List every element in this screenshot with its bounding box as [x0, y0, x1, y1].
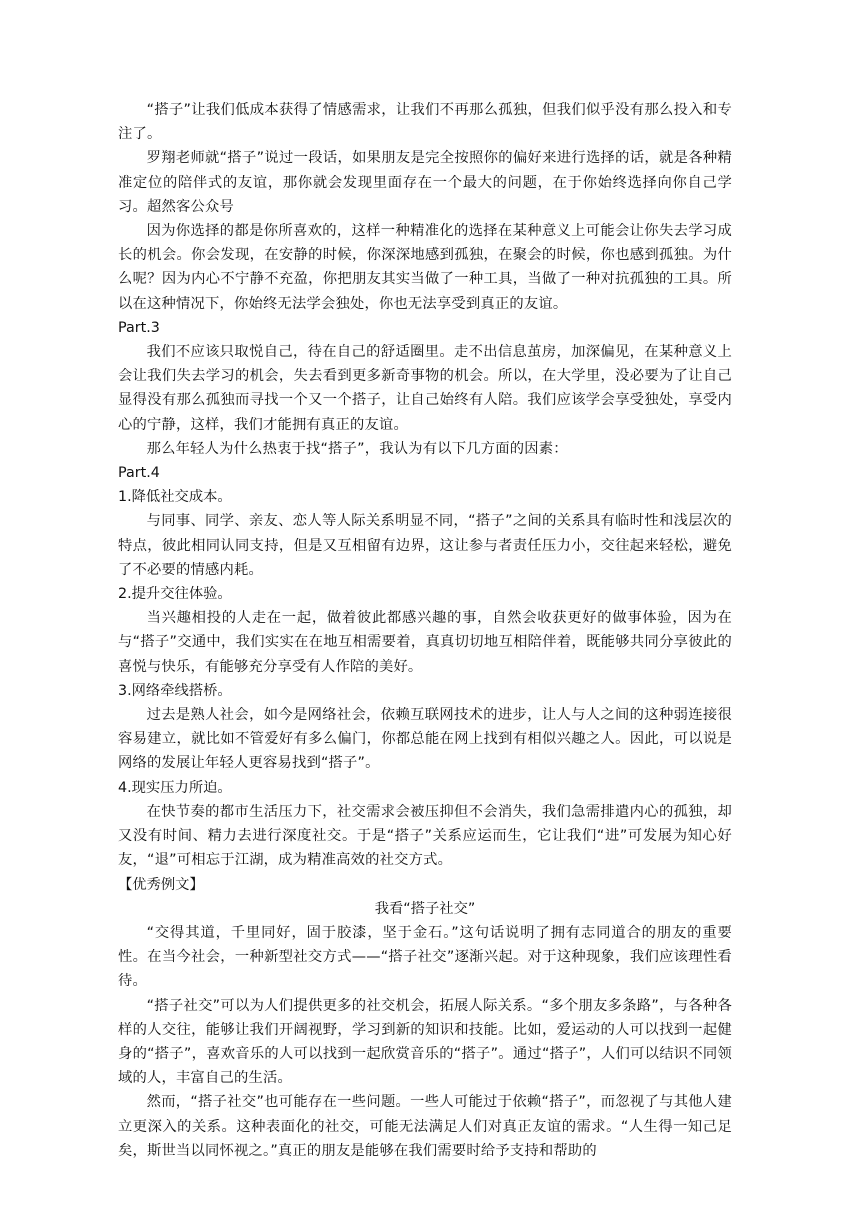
paragraph: 过去是熟人社会，如今是网络社会，依赖互联网技术的进步，让人与人之间的这种弱连接很容易建立，就比如不管爱好有多么偏门，你都总能在网上找到有相似兴趣之人。因此，可以说是网络的发展让年轻人更容易找到“搭子”。 [118, 707, 732, 772]
section-heading: 【优秀例文】 [118, 876, 204, 893]
essay-title: 我看“搭子社交” [374, 900, 476, 917]
paragraph: 罗翔老师就“搭子”说过一段话，如果朋友是完全按照你的偏好来进行选择的话，就是各种精准定位的陪伴式的友谊，那你就会发现里面存在一个最大的问题，在于你始终选择向你自己学习。超然客公众号 [118, 150, 732, 215]
list-heading: 3.网络牵线搭桥。 [118, 682, 232, 699]
list-heading: 4.现实压力所迫。 [118, 779, 232, 796]
list-heading: 1.降低社交成本。 [118, 489, 232, 506]
paragraph: 我们不应该只取悦自己，待在自己的舒适圈里。走不出信息茧房，加深偏见，在某种意义上会让我们失去学习的机会，失去看到更多新奇事物的机会。所以，在大学里，没必要为了让自己显得没有那么孤独而寻找一个又一个搭子，让自己始终有人陪。我们应该学会享受独处，享受内心的宁静，这样，我们才能拥有真正的友谊。 [118, 344, 732, 433]
section-heading: Part.3 [118, 319, 160, 336]
paragraph: 与同事、同学、亲友、恋人等人际关系明显不同，“搭子”之间的关系具有临时性和浅层次的特点，彼此相同认同支持，但是又互相留有边界，这让参与者责任压力小，交往起来轻松，避免了不必要的情感内耗。 [118, 513, 732, 578]
paragraph: “搭子”让我们低成本获得了情感需求，让我们不再那么孤独，但我们似乎没有那么投入和专注了。 [118, 102, 732, 143]
list-heading: 2.提升交往体验。 [118, 586, 232, 603]
paragraph: 因为你选择的都是你所喜欢的，这样一种精准化的选择在某种意义上可能会让你失去学习成长的机会。你会发现，在安静的时候，你深深地感到孤独，在聚会的时候，你也感到孤独。为什么呢？因为内心不宁静不充盈，你把朋友其实当做了一种工具，当做了一种对抗孤独的工具。所以在这种情况下，你始终无法学会独处，你也无法享受到真正的友谊。 [118, 223, 732, 312]
document-page [118, 98, 732, 1163]
paragraph: 然而，“搭子社交”也可能存在一些问题。一些人可能过于依赖“搭子”，而忽视了与其他人建立更深入的关系。这种表面化的社交，可能无法满足人们对真正友谊的需求。“人生得一知己足矣，斯世当以同怀视之。”真正的朋友是能够在我们需要时给予支持和帮助的 [118, 1094, 732, 1159]
paragraph: “搭子社交”可以为人们提供更多的社交机会，拓展人际关系。“多个朋友多条路”，与各种各样的人交往，能够让我们开阔视野，学习到新的知识和技能。比如，爱运动的人可以找到一起健身的“搭子”，喜欢音乐的人可以找到一起欣赏音乐的“搭子”。通过“搭子”，人们可以结识不同领域的人，丰富自己的生活。 [118, 997, 732, 1087]
paragraph: 在快节奏的都市生活压力下，社交需求会被压抑但不会消失，我们急需排遣内心的孤独，却又没有时间、精力去进行深度社交。于是“搭子”关系应运而生，它让我们“进”可发展为知心好友，“退”可相忘于江湖，成为精准高效的社交方式。 [118, 803, 732, 869]
paragraph: 那么年轻人为什么热衷于找“搭子”，我认为有以下几方面的因素： [146, 440, 568, 457]
section-heading: Part.4 [118, 465, 160, 482]
paragraph: “交得其道，千里同好，固于胶漆，坚于金石。”这句话说明了拥有志同道合的朋友的重要性。在当今社会，一种新型社交方式——“搭子社交”逐渐兴起。对于这种现象，我们应该理性看待。 [118, 924, 732, 990]
paragraph: 当兴趣相投的人走在一起，做着彼此都感兴趣的事，自然会收获更好的做事体验，因为在与“搭子”交通中，我们实实在在地互相需要着，真真切切地互相陪伴着，既能够共同分享彼此的喜悦与快乐，有能够充分享受有人作陪的美好。 [118, 610, 732, 675]
